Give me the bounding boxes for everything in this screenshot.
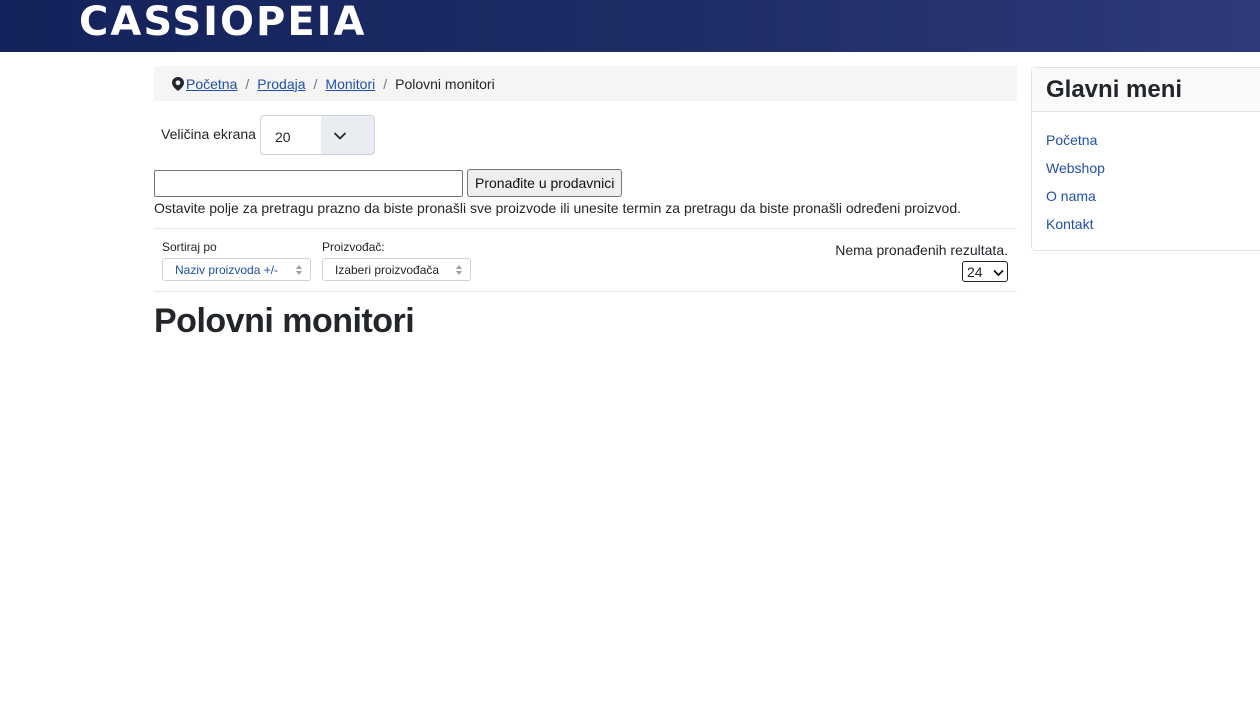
results-count-text: Nema pronađenih rezultata. (835, 242, 1008, 258)
menu-item-about (1046, 182, 1260, 210)
screen-size-filter (161, 115, 375, 155)
manufacturer-value: Izaberi proizvođača (335, 262, 440, 277)
menu-item-home (1046, 126, 1260, 154)
sort-value: Naziv proizvoda +/- (175, 262, 279, 277)
manufacturer-group (322, 240, 471, 281)
limit-value: 24 (967, 263, 983, 280)
screen-size-label: Veličina ekrana (161, 125, 256, 142)
site-logo[interactable]: CASSIOPEIA (79, 0, 367, 45)
results-area (835, 242, 1008, 282)
site-header (0, 0, 1260, 52)
menu-item-webshop (1046, 154, 1260, 182)
search-input[interactable] (154, 170, 463, 197)
page-title: Polovni monitori (154, 302, 415, 340)
screen-size-value: 20 (261, 116, 321, 154)
sort-label: Sortiraj po (162, 240, 217, 254)
manufacturer-select[interactable] (322, 258, 471, 281)
main-menu-list (1032, 112, 1260, 238)
search-form (154, 169, 622, 197)
search-help-text: Ostavite polje za pretragu prazno da biste pronašli sve proizvode ili unesite termin za pretragu da biste pronašli određeni proizvod. (154, 200, 962, 216)
main-menu-title: Glavni meni (1032, 68, 1260, 112)
location-pin-icon (172, 77, 184, 91)
menu-item-contact (1046, 210, 1260, 238)
breadcrumb-separator: / (245, 75, 250, 92)
breadcrumb-separator: / (313, 75, 318, 92)
filter-bar (154, 228, 1017, 292)
menu-link-webshop[interactable]: Webshop (1046, 160, 1105, 176)
breadcrumb-link-monitors[interactable]: Monitori (325, 75, 376, 92)
sort-group (162, 240, 311, 281)
breadcrumb-separator: / (383, 75, 388, 92)
breadcrumb-link-home[interactable]: Početna (186, 75, 238, 92)
sort-arrows-icon (454, 264, 464, 276)
screen-size-select[interactable] (260, 115, 375, 155)
breadcrumb (154, 66, 1017, 101)
sort-arrows-icon (294, 264, 304, 276)
sort-select[interactable] (162, 258, 311, 281)
menu-link-home[interactable]: Početna (1046, 132, 1098, 148)
breadcrumb-link-sales[interactable]: Prodaja (257, 75, 306, 92)
limit-select[interactable] (962, 261, 1008, 282)
search-button[interactable]: Pronađite u prodavnici (467, 169, 622, 197)
breadcrumb-current: Polovni monitori (395, 75, 495, 92)
menu-link-about[interactable]: O nama (1046, 188, 1096, 204)
manufacturer-label: Proizvođač: (322, 240, 385, 254)
menu-link-contact[interactable]: Kontakt (1046, 216, 1094, 232)
main-menu-sidebar (1031, 67, 1260, 251)
chevron-down-icon (333, 129, 347, 143)
chevron-down-icon (993, 264, 1004, 280)
